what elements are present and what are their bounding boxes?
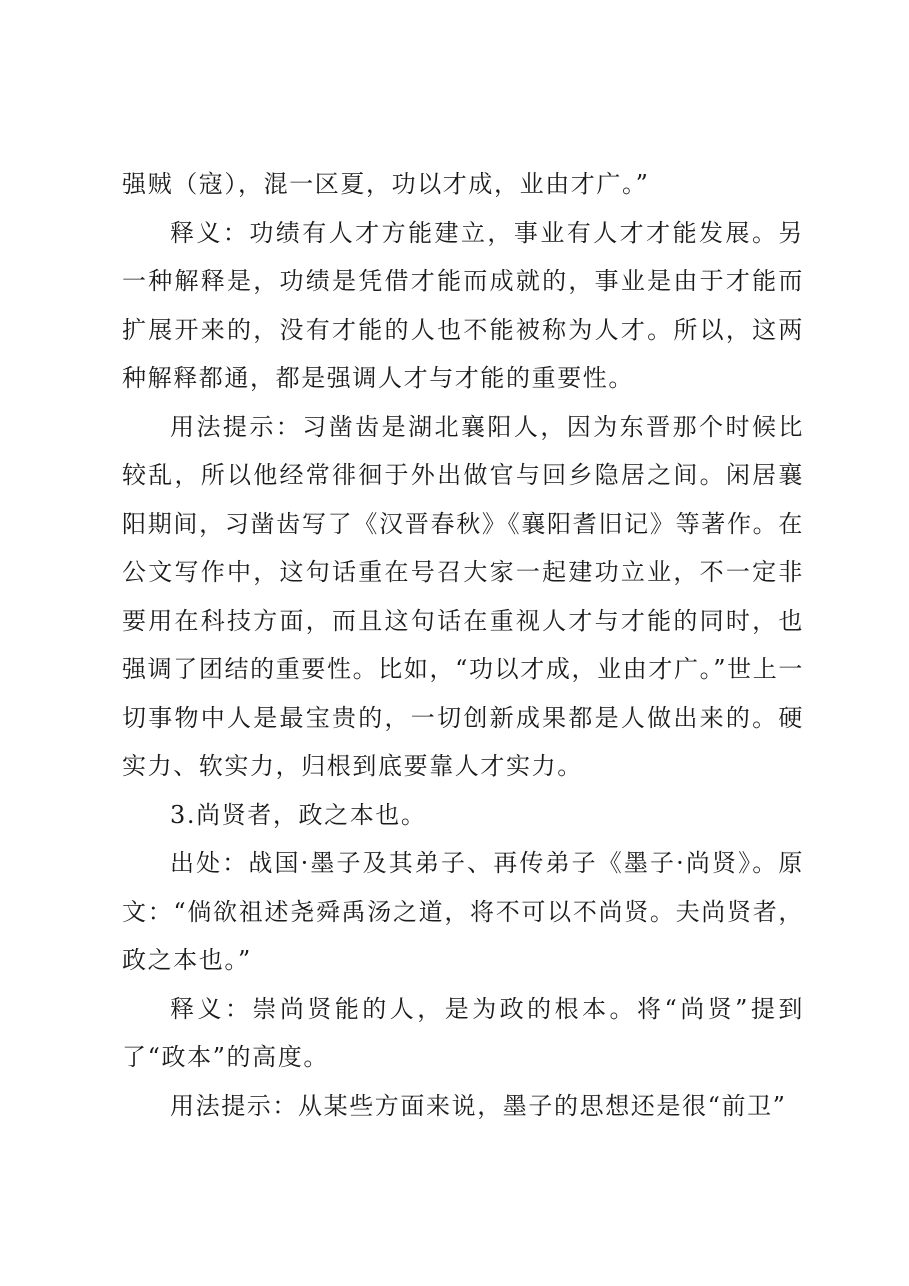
paragraph-meaning-1: 释义：功绩有人才方能建立，事业有人才才能发展。另一种解释是，功绩是凭借才能而成就的，事业是由于才能而扩展开来的，没有才能的人也不能被称为人才。所以，这两种解释都通，都是强调人才与才能的重要性。 (122, 218, 804, 392)
paragraph-continuation: 强贼（寇），混一区夏，功以才成，业由才广。” (122, 170, 650, 198)
paragraph-usage-3: 用法提示：从某些方面来说，墨子的思想还是很“前卫” (170, 1091, 787, 1120)
document-body (122, 160, 804, 1130)
paragraph-source-3: 出处：战国·墨子及其弟子、再传弟子《墨子·尚贤》。原文：“倘欲祖述尧舜禹汤之道，将不可以不尚贤。夫尚贤者，政之本也。” (122, 849, 804, 974)
section-heading-3: 3.尚贤者，政之本也。 (170, 800, 427, 829)
paragraph-meaning-3: 释义：崇尚贤能的人，是为政的根本。将“尚贤”提到了“政本”的高度。 (122, 994, 804, 1071)
paragraph-usage-1: 用法提示：习凿齿是湖北襄阳人，因为东晋那个时候比较乱，所以他经常徘徊于外出做官与回乡隐居之间。闲居襄阳期间，习凿齿写了《汉晋春秋》《襄阳耆旧记》等著作。在公文写作中，这句话重在号召大家一起建功立业，不一定非要用在科技方面，而且这句话在重视人才与才能的同时，也强调了团结的重要性。比如，“功以才成，业由才广。”世上一切事物中人是最宝贵的，一切创新成果都是人做出来的。硬实力、软实力，归根到底要靠人才实力。 (122, 412, 804, 780)
